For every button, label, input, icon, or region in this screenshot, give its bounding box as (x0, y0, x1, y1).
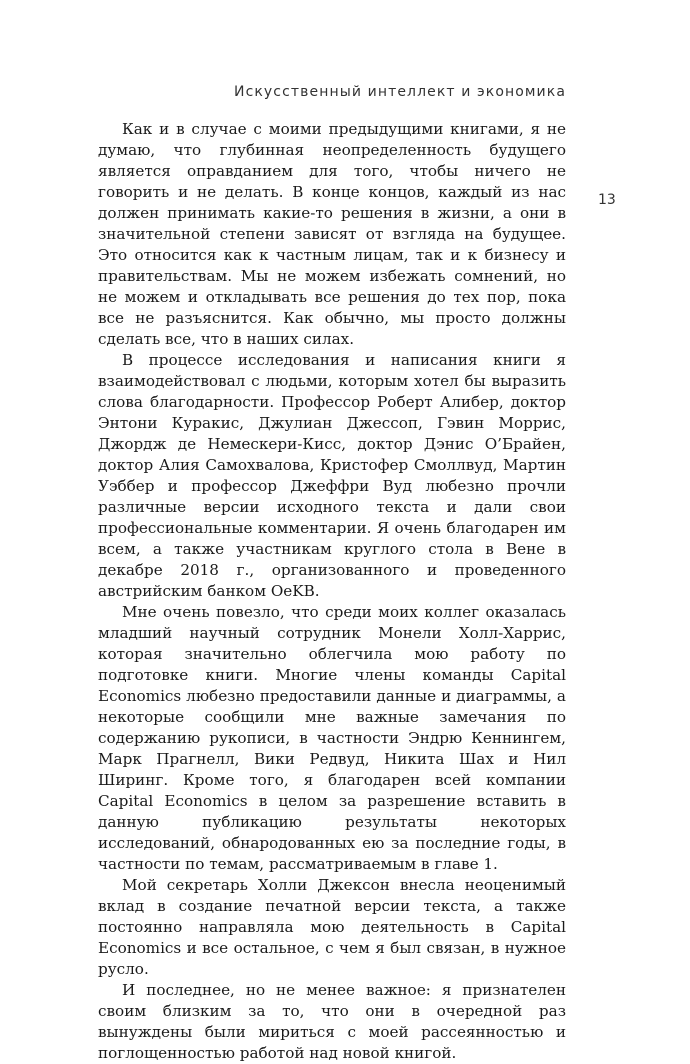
body-text (98, 119, 566, 1064)
paragraph-acknowledgements-reviewers: В процессе исследования и написания книги я взаимодействовал с людьми, которым хотел бы выразить слова благодарности. Профессор Роберт Алибер, доктор Энтони Куракис, Джулиан Джессоп, Гэвин Моррис, Джордж де Немескери-Кисс, доктор Дэнис О’Брайен, доктор Алия Самохвалова, Кристофер Смоллвуд, Мартин Уэббер и профессор Джеффри Вуд любезно прочли различные версии исходного текста и дали свои профессиональные комментарии. Я очень благодарен им всем, а также участникам круглого стола в Вене в декабре 2018 г., организованного и проведенного австрийским банком OeKB. (98, 351, 566, 600)
paragraph-acknowledgements-secretary: Мой секретарь Холли Джексон внесла неоценимый вклад в создание печатной версии текста, а также постоянно направляла мою деятельность в Capital Economics и все остальное, с чем я был связан, в нужное русло. (98, 876, 566, 978)
paragraph-acknowledgements-family: И последнее, но не менее важное: я признателен своим близким за то, что они в очередной раз вынуждены были мириться с моей рассеянностью и поглощенностью работой над новой книгой. (98, 981, 566, 1062)
page-number: 13 (598, 192, 616, 208)
running-header-title: Искусственный интеллект и экономика (234, 84, 566, 100)
paragraph-uncertainty: Как и в случае с моими предыдущими книгами, я не думаю, что глубинная неопределенность будущего является оправданием для того, чтобы ничего не говорить и не делать. В конце концов, каждый из нас должен принимать какие-то решения в жизни, а они в значительной степени зависят от взгляда на будущее. Это относится как к частным лицам, так и к бизнесу и правительствам. Мы не можем избежать сомнений, но не можем и откладывать все решения до тех пор, пока все не разъяснится. Как обычно, мы просто должны сделать все, что в наших силах. (98, 120, 566, 348)
paragraph-acknowledgements-colleagues: Мне очень повезло, что среди моих коллег оказалась младший научный сотрудник Монели Холл-Харрис, которая значительно облегчила мою работу по подготовке книги. Многие члены команды Capital Economics любезно предоставили данные и диаграммы, а некоторые сообщили мне важные замечания по содержанию рукописи, в частности Эндрю Кеннингем, Марк Прагнелл, Вики Редвуд, Никита Шах и Нил Ширинг. Кроме того, я благодарен всей компании Capital Economics в целом за разрешение вставить в данную публикацию результаты некоторых исследований, обнародованных ею за последние годы, в частности по темам, рассматриваемым в главе 1. (98, 603, 566, 873)
